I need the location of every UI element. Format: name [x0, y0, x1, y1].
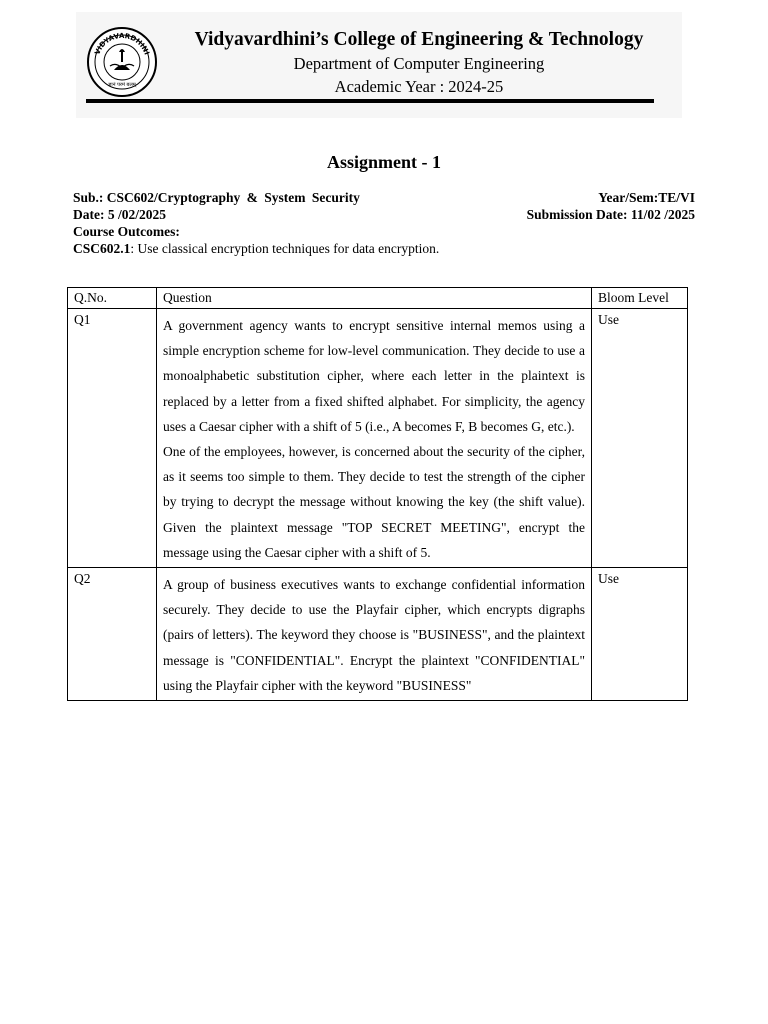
college-name: Vidyavardhini’s College of Engineering & Technology [194, 29, 644, 50]
question-paragraph: A group of business executives wants to exchange confidential information securely. They decide to use the Playfair cipher, which encrypts digraphs (pairs of letters). The keyword they choose is "BUSINESS", and the plaintext message is "CONFIDENTIAL". Encrypt the plaintext "CONFIDENTIAL" using the Playfair cipher with the keyword "BUSINESS" [163, 577, 585, 693]
co-text: : Use classical encryption techniques for data encryption. [130, 241, 440, 256]
table-row [68, 309, 688, 568]
college-header [76, 12, 682, 118]
table-header-row [68, 288, 688, 309]
question-text [157, 309, 592, 568]
question-number: Q2 [68, 568, 157, 701]
year-sem: Year/Sem:TE/VI [598, 190, 695, 205]
logo-motto: ज्ञानं परमं बलम् [108, 82, 136, 88]
subject-value: CSC602/Cryptography & System Security [106, 190, 360, 205]
course-outcomes-label: Course Outcomes: [73, 224, 180, 239]
bloom-level: Use [592, 309, 688, 568]
assignment-title: Assignment - 1 [326, 152, 441, 172]
question-number: Q1 [68, 309, 157, 568]
logo-arc-text: VIDYAVARDHINI [93, 31, 151, 56]
question-text [157, 568, 592, 701]
date-value: 5 /02/2025 [107, 207, 166, 222]
header-qno: Q.No. [68, 288, 157, 309]
submission-label: Submission Date: [526, 207, 628, 222]
question-paragraph: One of the employees, however, is concerned about the security of the cipher, as it seems too simple to them. They decide to test the strength of the cipher by trying to decrypt the message without knowing the key (the shift value). Given the plaintext message "TOP SECRET MEETING", encrypt the message using the Caesar cipher with a shift of 5. [163, 444, 585, 560]
header-bloom-level: Bloom Level [592, 288, 688, 309]
header-question: Question [157, 288, 592, 309]
subject-label: Sub.: [73, 190, 104, 205]
question-table [67, 287, 688, 701]
question-paragraph: A government agency wants to encrypt sensitive internal memos using a simple encryption scheme for low-level communication. They decide to use a monoalphabetic substitution cipher, where each letter in the plaintext is replaced by a letter from a fixed shifted alphabet. For simplicity, the agency uses a Caesar cipher with a shift of 5 (i.e., A becomes F, B becomes G, etc.). [163, 318, 585, 434]
bloom-level: Use [592, 568, 688, 701]
header-divider [86, 99, 654, 103]
academic-year: Academic Year : 2024-25 [334, 77, 504, 96]
date-label: Date: [73, 207, 105, 222]
college-logo-icon [86, 26, 158, 98]
submission-value: 11/02 /2025 [630, 207, 695, 222]
department-name: Department of Computer Engineering [293, 54, 545, 73]
co-code: CSC602.1 [73, 241, 131, 256]
table-row [68, 568, 688, 701]
